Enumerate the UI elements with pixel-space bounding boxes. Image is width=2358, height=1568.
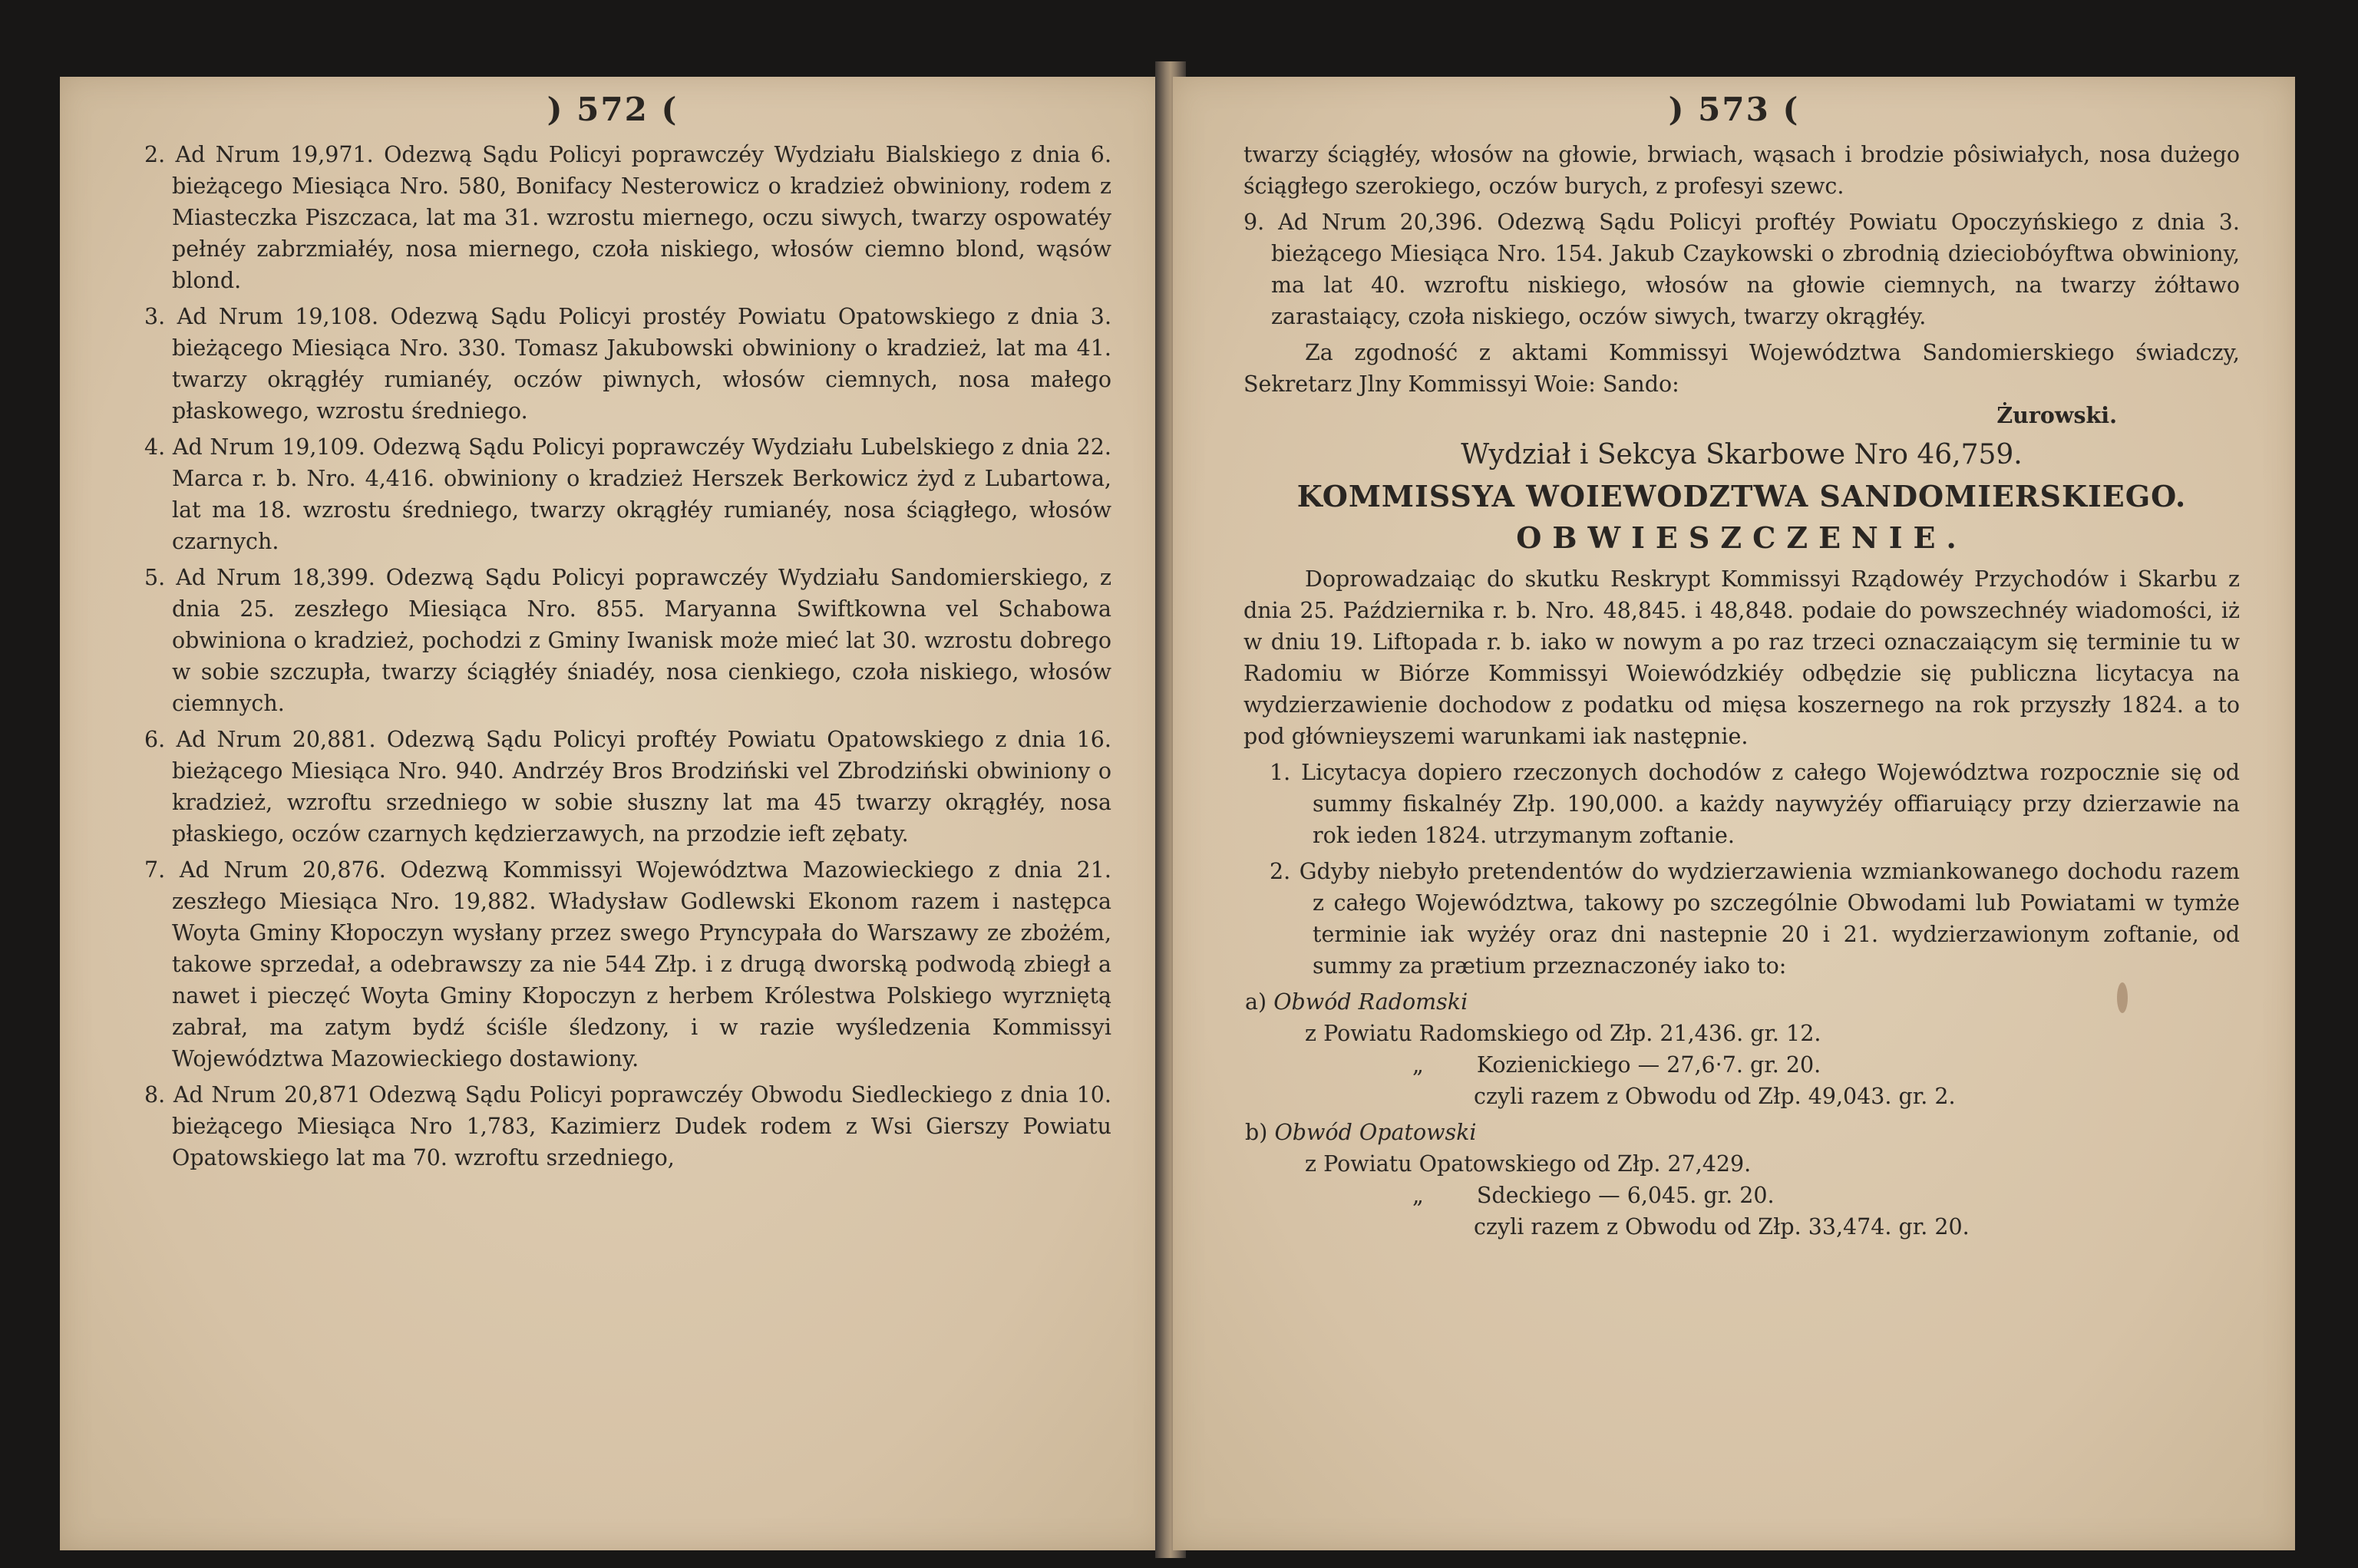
entry-continuation: twarzy ściągłéy, włosów na głowie, brwiach, wąsach i brodzie pôsiwiałych, nosa dużego ściągłego szerokiego, oczów burych, z profesyi szewc. (1243, 142, 2240, 199)
right-page-body (1173, 139, 2295, 1243)
page-number-left: ) 572 ( (547, 91, 679, 128)
entry-4: 4. Ad Nrum 19,109. Odezwą Sądu Policyi poprawczéy Wydziału Lubelskiego z dnia 22. Marca r. b. Nro. 4,416. obwiniony o kradzież Herszek Berkowicz żyd z Lubartowa, lat ma 18. wzrostu średniego, twarzy okrągłéy rumianéy, nosa ściągłego, włosów czarnych. (144, 434, 1111, 554)
ink-stain (2117, 982, 2128, 1013)
condition-2: 2. Gdyby niebyło pretendentów do wydzierzawienia wzmiankowanego dochodu razem z całego Województwa, takowy po szczególnie Obwodami lub Powiatami w tymże terminie iak wyżéy oraz dni nastepnie 20 i 21. wydzierzawionym zoftanie, od summy za prætium przeznaczonéy iako to: (1270, 859, 2240, 979)
district-b-name: Obwód Opatowski (1274, 1120, 1477, 1145)
entry-5: 5. Ad Nrum 18,399. Odezwą Sądu Policyi poprawczéy Wydziału Sandomierskiego, z dnia 25. zeszłego Miesiąca Nro. 855. Maryanna Swiftkowna vel Schabowa obwiniona o kradzież, pochodzi z Gminy Iwanisk może mieć lat 30. wzrostu dobrego w sobie szczupła, twarzy ściągłéy śniadéy, nosa cienkiego, czoła niskiego, włosów ciemnych. (144, 565, 1111, 716)
district-b-line1: z Powiatu Opatowskiego od Złp. 27,429. (1305, 1151, 1752, 1177)
entry-9: 9. Ad Nrum 20,396. Odezwą Sądu Policyi proftéy Powiatu Opoczyńskiego z dnia 3. bieżącego Miesiąca Nro. 154. Jakub Czaykowski o zbrodnią dzieciobóyftwa obwiniony, ma lat 40. wzroftu niskiego, włosów na głowie ciemnych, na twarzy żółtawo zarastaiący, czoła niskiego, oczów siwych, twarzy okrągłéy. (1243, 210, 2240, 329)
district-a-line1: z Powiatu Radomskiego od Złp. 21,436. gr. 12. (1305, 1021, 1821, 1046)
district-b-label: b) (1245, 1120, 1268, 1145)
intro-paragraph: Doprowadzaiąc do skutku Reskrypt Kommissyi Rządowéy Przychodów i Skarbu z dnia 25. Października r. b. Nro. 48,845. i 48,848. podaie do powszechnéy wiadomości, iż w dniu 19. Liftopada r. b. iako w nowym a po raz trzeci oznaczaiącym się terminie tu w Radomiu w Biórze Kommissyi Woiewódzkiéy odbędzie się publiczna licytacya na wydzierzawienie dochodow z podatku od mięsa koszernego na rok przyszły 1824. a to pod głównieyszemi warunkami iak następnie. (1243, 566, 2240, 749)
district-a-line3: czyli razem z Obwodu od Złp. 49,043. gr. 2. (1474, 1084, 1956, 1109)
attestation-text: Za zgodność z aktami Kommissyi Województwa Sandomierskiego świadczy, Sekretarz Jlny Kommissyi Woie: Sando: (1243, 340, 2240, 397)
left-page-body (60, 139, 1165, 1174)
district-a-line2 (1243, 1049, 2240, 1081)
district-a-name: Obwód Radomski (1273, 989, 1468, 1015)
announcement-heading: OBWIESZCZENIE. (1516, 520, 1967, 555)
ditto-mark-b: „ (1412, 1183, 1424, 1208)
entry-6: 6. Ad Nrum 20,881. Odezwą Sądu Policyi proftéy Powiatu Opatowskiego z dnia 16. bieżącego Miesiąca Nro. 940. Andrzéy Bros Brodziński vel Zbrodziński obwiniony o kradzież, wzroftu srzedniego w sobie słuszny lat ma 45 twarzy okrągłéy, nosa płaskiego, oczów czarnych kędzierzawych, na przodzie ieft zębaty. (144, 727, 1111, 847)
signature-zurowski: Żurowski. (1996, 402, 2117, 428)
entry-7: 7. Ad Nrum 20,876. Odezwą Kommissyi Województwa Mazowieckiego z dnia 21. zeszłego Miesiąca Nro. 19,882. Władysław Godlewski Ekonom razem i następca Woyta Gminy Kłopoczyn wysłany przez swego Pryncypała do Warszawy ze zbożém, takowe sprzedał, a odebrawszy za nie 544 Złp. i z drugą dworską podwodą zbiegł a nawet i pieczęć Woyta Gminy Kłopoczyn z herbem Królestwa Polskiego wyrzniętą zabrał, ma zatym bydź ściśle śledzony, i w razie wyśledzenia Kommissyi Województwa Mazowieckiego dostawiony. (144, 857, 1111, 1071)
entry-3: 3. Ad Nrum 19,108. Odezwą Sądu Policyi prostéy Powiatu Opatowskiego z dnia 3. bieżącego Miesiąca Nro. 330. Tomasz Jakubowski obwiniony o kradzież, lat ma 41. twarzy okrągłéy rumianéy, oczów piwnych, włosów ciemnych, nosa małego płaskowego, wzrostu średniego. (144, 304, 1111, 424)
ditto-mark-a: „ (1412, 1052, 1424, 1078)
department-heading: Wydział i Sekcya Skarbowe Nro 46,759. (1461, 439, 2023, 470)
district-a-line2-text: Kozienickiego — 27,6‧7. gr. 20. (1476, 1052, 1821, 1078)
condition-1: 1. Licytacya dopiero rzeczonych dochodów z całego Województwa rozpocznie się od summy fiskalnéy Złp. 190,000. a każdy naywyżéy offiaruiący przy dzierzawie na rok ieden 1824. utrzymanym zoftanie. (1270, 760, 2240, 848)
commission-heading: KOMMISSYA WOIEWODZTWA SANDOMIERSKIEGO. (1296, 479, 2187, 513)
district-b-line2-text: Sdeckiego — 6,045. gr. 20. (1476, 1183, 1775, 1208)
attestation-signature-line (1243, 400, 2240, 431)
entry-2: 2. Ad Nrum 19,971. Odezwą Sądu Policyi poprawczéy Wydziału Bialskiego z dnia 6. bieżącego Miesiąca Nro. 580, Bonifacy Nesterowicz o kradzież obwiniony, rodem z Miasteczka Piszczaca, lat ma 31. wzrostu miernego, oczu siwych, twarzy ospowatéy pełnéy zabrzmiałéy, nosa miernego, czoła niskiego, włosów ciemno blond, wąsów blond. (144, 142, 1111, 293)
district-b-line2 (1243, 1180, 2240, 1211)
page-number-right: ) 573 ( (1668, 91, 1800, 128)
district-a-label: a) (1245, 989, 1267, 1015)
district-a (1243, 986, 2240, 1018)
right-page (1173, 77, 2295, 1550)
district-b-line3: czyli razem z Obwodu od Złp. 33,474. gr. 20. (1474, 1214, 1970, 1240)
left-page (60, 77, 1165, 1550)
district-b (1243, 1117, 2240, 1148)
entry-8: 8. Ad Nrum 20,871 Odezwą Sądu Policyi poprawczéy Obwodu Siedleckiego z dnia 10. bieżącego Miesiąca Nro 1,783, Kazimierz Dudek rodem z Wsi Gierszy Powiatu Opatowskiego lat ma 70. wzroftu srzedniego, (144, 1082, 1111, 1170)
